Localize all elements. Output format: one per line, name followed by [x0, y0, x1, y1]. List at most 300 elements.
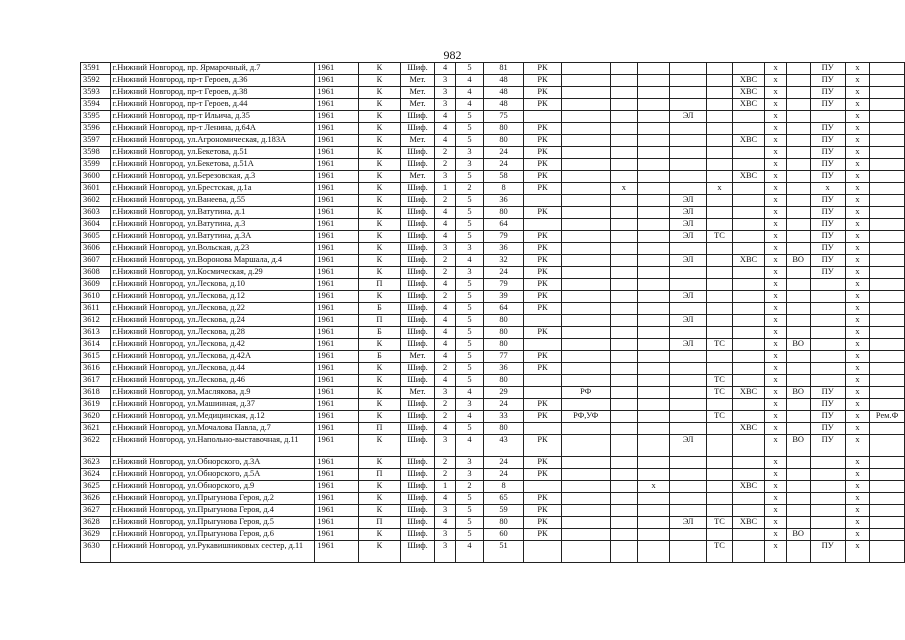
- table-cell: х: [845, 231, 869, 243]
- row-number-cell: 3615: [81, 351, 111, 363]
- table-cell: [810, 517, 845, 529]
- table-cell: [610, 111, 637, 123]
- table-cell: ЭЛ: [670, 435, 707, 457]
- table-cell: [670, 75, 707, 87]
- table-cell: [786, 469, 810, 481]
- table-cell: ЭЛ: [670, 207, 707, 219]
- table-cell: К: [358, 219, 401, 231]
- table-cell: [786, 207, 810, 219]
- table-cell: х: [845, 399, 869, 411]
- table-cell: 1961: [315, 291, 358, 303]
- address-cell: г.Нижний Новгород, ул.Ванеева, д.55: [110, 195, 315, 207]
- table-row: [81, 435, 905, 457]
- table-cell: [638, 339, 670, 351]
- table-cell: 4: [456, 411, 483, 423]
- address-cell: г.Нижний Новгород, пр. Ярмарочный, д.7: [110, 63, 315, 75]
- table-cell: х: [845, 195, 869, 207]
- table-cell: х: [765, 123, 786, 135]
- table-cell: [810, 363, 845, 375]
- table-cell: 3: [456, 457, 483, 469]
- table-cell: х: [845, 457, 869, 469]
- row-number-cell: 3612: [81, 315, 111, 327]
- table-cell: Шиф.: [401, 147, 435, 159]
- row-number-cell: 3599: [81, 159, 111, 171]
- table-cell: [707, 291, 733, 303]
- table-cell: РК: [524, 303, 561, 315]
- table-cell: [707, 147, 733, 159]
- table-cell: К: [358, 63, 401, 75]
- table-cell: [670, 375, 707, 387]
- table-cell: [707, 87, 733, 99]
- table-cell: [638, 99, 670, 111]
- table-cell: 1961: [315, 243, 358, 255]
- table-cell: К: [358, 505, 401, 517]
- table-cell: Шиф.: [401, 279, 435, 291]
- table-cell: [732, 469, 765, 481]
- table-cell: 4: [434, 207, 455, 219]
- table-cell: К: [358, 75, 401, 87]
- table-cell: Шиф.: [401, 423, 435, 435]
- table-row: [81, 123, 905, 135]
- table-cell: [561, 457, 610, 469]
- table-cell: [610, 231, 637, 243]
- address-cell: г.Нижний Новгород, ул.Агрономическая, д.183А: [110, 135, 315, 147]
- table-cell: [870, 315, 905, 327]
- table-cell: РФ,УФ: [561, 411, 610, 423]
- table-cell: [732, 541, 765, 563]
- table-cell: 1961: [315, 207, 358, 219]
- table-cell: [786, 75, 810, 87]
- table-cell: х: [845, 423, 869, 435]
- table-cell: РК: [524, 505, 561, 517]
- row-number-cell: 3608: [81, 267, 111, 279]
- row-number-cell: 3626: [81, 493, 111, 505]
- table-cell: [561, 135, 610, 147]
- table-cell: ВО: [786, 255, 810, 267]
- table-cell: [870, 99, 905, 111]
- table-cell: 3: [456, 159, 483, 171]
- table-cell: 77: [483, 351, 524, 363]
- table-cell: РК: [524, 135, 561, 147]
- table-cell: х: [765, 63, 786, 75]
- address-cell: г.Нижний Новгород, ул.Лескова, д.42А: [110, 351, 315, 363]
- table-cell: х: [765, 541, 786, 563]
- table-cell: х: [765, 423, 786, 435]
- table-cell: ПУ: [810, 135, 845, 147]
- table-cell: 48: [483, 87, 524, 99]
- table-cell: РК: [524, 469, 561, 481]
- table-cell: 3: [434, 435, 455, 457]
- table-cell: 48: [483, 75, 524, 87]
- table-cell: [561, 363, 610, 375]
- table-cell: К: [358, 267, 401, 279]
- table-cell: [670, 541, 707, 563]
- table-cell: [707, 195, 733, 207]
- table-cell: 3: [456, 267, 483, 279]
- table-cell: [732, 147, 765, 159]
- table-cell: 2: [434, 457, 455, 469]
- table-row: [81, 363, 905, 375]
- table-cell: [732, 529, 765, 541]
- table-cell: 1961: [315, 541, 358, 563]
- table-row: [81, 99, 905, 111]
- table-cell: х: [845, 303, 869, 315]
- table-cell: [732, 339, 765, 351]
- table-cell: х: [765, 87, 786, 99]
- table-cell: [786, 541, 810, 563]
- table-cell: 2: [434, 411, 455, 423]
- table-cell: Шиф.: [401, 219, 435, 231]
- table-cell: ТС: [707, 517, 733, 529]
- table-cell: К: [358, 135, 401, 147]
- table-cell: ХВС: [732, 423, 765, 435]
- table-cell: [786, 219, 810, 231]
- table-cell: Мет.: [401, 99, 435, 111]
- table-cell: [810, 481, 845, 493]
- table-cell: [524, 195, 561, 207]
- table-cell: [524, 111, 561, 123]
- table-cell: 2: [434, 291, 455, 303]
- table-cell: [561, 159, 610, 171]
- table-cell: х: [765, 399, 786, 411]
- table-cell: [707, 207, 733, 219]
- table-cell: [610, 303, 637, 315]
- address-cell: г.Нижний Новгород, ул.Березовская, д.3: [110, 171, 315, 183]
- table-cell: [786, 291, 810, 303]
- table-cell: [786, 195, 810, 207]
- address-cell: г.Нижний Новгород, ул.Прыгунова Героя, д.6: [110, 529, 315, 541]
- table-cell: х: [765, 195, 786, 207]
- table-cell: ПУ: [810, 243, 845, 255]
- table-cell: [670, 123, 707, 135]
- table-cell: [870, 327, 905, 339]
- table-cell: [638, 493, 670, 505]
- table-cell: РК: [524, 363, 561, 375]
- table-cell: 1: [434, 481, 455, 493]
- table-cell: [561, 351, 610, 363]
- table-cell: Шиф.: [401, 493, 435, 505]
- table-cell: Шиф.: [401, 315, 435, 327]
- table-cell: [561, 469, 610, 481]
- table-cell: [786, 279, 810, 291]
- table-cell: 4: [434, 231, 455, 243]
- table-row: [81, 541, 905, 563]
- table-cell: [670, 303, 707, 315]
- table-cell: [870, 123, 905, 135]
- table-cell: 80: [483, 517, 524, 529]
- table-cell: [610, 219, 637, 231]
- table-cell: х: [765, 291, 786, 303]
- address-cell: г.Нижний Новгород, ул.Лескова, д.46: [110, 375, 315, 387]
- table-cell: х: [845, 171, 869, 183]
- table-cell: х: [845, 279, 869, 291]
- row-number-cell: 3624: [81, 469, 111, 481]
- table-cell: [670, 351, 707, 363]
- address-cell: г.Нижний Новгород, ул.Мочалова Павла, д.7: [110, 423, 315, 435]
- table-cell: [524, 423, 561, 435]
- table-cell: [732, 267, 765, 279]
- table-cell: Рем.Ф: [870, 411, 905, 423]
- table-row: [81, 231, 905, 243]
- table-cell: [638, 399, 670, 411]
- table-cell: 1961: [315, 63, 358, 75]
- table-cell: К: [358, 147, 401, 159]
- table-cell: Шиф.: [401, 207, 435, 219]
- table-cell: [638, 243, 670, 255]
- table-cell: х: [845, 123, 869, 135]
- table-row: [81, 399, 905, 411]
- table-cell: ПУ: [810, 87, 845, 99]
- table-cell: 4: [434, 339, 455, 351]
- table-cell: [524, 219, 561, 231]
- table-cell: [870, 219, 905, 231]
- table-cell: П: [358, 469, 401, 481]
- table-cell: 5: [456, 219, 483, 231]
- table-cell: [732, 363, 765, 375]
- table-cell: РК: [524, 517, 561, 529]
- table-cell: [786, 517, 810, 529]
- table-cell: [610, 423, 637, 435]
- table-cell: [561, 195, 610, 207]
- table-cell: [707, 315, 733, 327]
- table-cell: [670, 147, 707, 159]
- table-cell: К: [358, 541, 401, 563]
- table-cell: ТС: [707, 231, 733, 243]
- table-cell: [870, 195, 905, 207]
- table-row: [81, 481, 905, 493]
- table-cell: 4: [434, 135, 455, 147]
- table-cell: ХВС: [732, 481, 765, 493]
- table-cell: х: [765, 411, 786, 423]
- table-cell: ПУ: [810, 207, 845, 219]
- table-cell: К: [358, 339, 401, 351]
- table-cell: РК: [524, 243, 561, 255]
- table-cell: 5: [456, 135, 483, 147]
- table-cell: [670, 135, 707, 147]
- table-cell: 5: [456, 171, 483, 183]
- table-cell: 24: [483, 457, 524, 469]
- address-cell: г.Нижний Новгород, ул.Ватутина, д.3А: [110, 231, 315, 243]
- row-number-cell: 3598: [81, 147, 111, 159]
- table-cell: х: [845, 99, 869, 111]
- table-cell: 80: [483, 207, 524, 219]
- table-cell: [870, 171, 905, 183]
- table-cell: х: [845, 243, 869, 255]
- table-cell: 64: [483, 303, 524, 315]
- table-cell: 5: [456, 303, 483, 315]
- table-cell: 5: [456, 363, 483, 375]
- table-cell: [732, 231, 765, 243]
- table-cell: 3: [434, 243, 455, 255]
- table-cell: [732, 123, 765, 135]
- table-cell: х: [707, 183, 733, 195]
- table-cell: [732, 219, 765, 231]
- table-cell: [638, 147, 670, 159]
- table-cell: ЭЛ: [670, 339, 707, 351]
- table-cell: [610, 243, 637, 255]
- table-cell: 1961: [315, 87, 358, 99]
- table-cell: [786, 183, 810, 195]
- table-cell: Б: [358, 351, 401, 363]
- table-cell: [870, 387, 905, 399]
- table-cell: х: [765, 183, 786, 195]
- address-cell: г.Нижний Новгород, ул.Машинная, д.37: [110, 399, 315, 411]
- table-cell: РК: [524, 279, 561, 291]
- table-cell: К: [358, 399, 401, 411]
- table-cell: Шиф.: [401, 399, 435, 411]
- table-cell: 1961: [315, 267, 358, 279]
- address-cell: г.Нижний Новгород, ул.Лескова, д.24: [110, 315, 315, 327]
- table-cell: х: [845, 363, 869, 375]
- table-cell: К: [358, 411, 401, 423]
- table-cell: [610, 505, 637, 517]
- table-cell: 4: [434, 279, 455, 291]
- table-cell: [610, 529, 637, 541]
- table-cell: 5: [456, 279, 483, 291]
- table-row: [81, 387, 905, 399]
- table-cell: [610, 159, 637, 171]
- table-cell: [870, 291, 905, 303]
- table-cell: К: [358, 87, 401, 99]
- table-cell: [670, 411, 707, 423]
- table-cell: РК: [524, 231, 561, 243]
- table-cell: Шиф.: [401, 63, 435, 75]
- table-cell: [638, 469, 670, 481]
- table-cell: [638, 123, 670, 135]
- table-cell: 4: [456, 87, 483, 99]
- table-cell: х: [765, 315, 786, 327]
- table-cell: Шиф.: [401, 411, 435, 423]
- table-cell: ПУ: [810, 171, 845, 183]
- address-cell: г.Нижний Новгород, ул.Маслякова, д.9: [110, 387, 315, 399]
- table-cell: х: [845, 327, 869, 339]
- table-cell: [786, 135, 810, 147]
- table-cell: 33: [483, 411, 524, 423]
- table-cell: 5: [456, 529, 483, 541]
- table-cell: ПУ: [810, 75, 845, 87]
- table-cell: [670, 493, 707, 505]
- table-cell: [707, 423, 733, 435]
- table-cell: х: [765, 207, 786, 219]
- row-number-cell: 3622: [81, 435, 111, 457]
- table-cell: 5: [456, 207, 483, 219]
- table-cell: ЭЛ: [670, 315, 707, 327]
- address-cell: г.Нижний Новгород, ул.Лескова, д.42: [110, 339, 315, 351]
- table-cell: 5: [456, 339, 483, 351]
- table-row: [81, 351, 905, 363]
- table-cell: х: [845, 541, 869, 563]
- table-cell: х: [845, 505, 869, 517]
- table-cell: [732, 327, 765, 339]
- table-cell: П: [358, 517, 401, 529]
- table-cell: 3: [456, 469, 483, 481]
- table-cell: [707, 303, 733, 315]
- table-cell: [707, 279, 733, 291]
- table-cell: К: [358, 387, 401, 399]
- table-cell: Шиф.: [401, 159, 435, 171]
- table-cell: 1961: [315, 375, 358, 387]
- table-cell: 24: [483, 159, 524, 171]
- table-cell: 3: [434, 171, 455, 183]
- table-cell: [786, 147, 810, 159]
- row-number-cell: 3613: [81, 327, 111, 339]
- table-cell: [732, 111, 765, 123]
- table-cell: Шиф.: [401, 469, 435, 481]
- table-row: [81, 493, 905, 505]
- table-cell: К: [358, 529, 401, 541]
- table-cell: К: [358, 111, 401, 123]
- table-cell: 3: [456, 399, 483, 411]
- address-cell: г.Нижний Новгород, ул.Лескова, д.28: [110, 327, 315, 339]
- row-number-cell: 3596: [81, 123, 111, 135]
- table-row: [81, 255, 905, 267]
- table-cell: [732, 435, 765, 457]
- table-cell: 5: [456, 231, 483, 243]
- table-cell: 80: [483, 135, 524, 147]
- table-cell: х: [765, 481, 786, 493]
- table-cell: ПУ: [810, 255, 845, 267]
- table-cell: [638, 87, 670, 99]
- table-cell: [870, 423, 905, 435]
- table-cell: 5: [456, 351, 483, 363]
- table-cell: [561, 99, 610, 111]
- table-cell: [561, 279, 610, 291]
- row-number-cell: 3600: [81, 171, 111, 183]
- table-cell: К: [358, 183, 401, 195]
- table-cell: [732, 411, 765, 423]
- table-cell: РК: [524, 493, 561, 505]
- table-cell: [707, 505, 733, 517]
- table-cell: [610, 351, 637, 363]
- table-cell: Мет.: [401, 135, 435, 147]
- row-number-cell: 3591: [81, 63, 111, 75]
- table-cell: [561, 481, 610, 493]
- table-cell: 1961: [315, 315, 358, 327]
- table-body: [81, 63, 905, 563]
- table-cell: [810, 327, 845, 339]
- table-cell: [638, 279, 670, 291]
- table-cell: [638, 195, 670, 207]
- table-cell: К: [358, 363, 401, 375]
- table-cell: Шиф.: [401, 111, 435, 123]
- table-cell: [707, 529, 733, 541]
- table-cell: 8: [483, 183, 524, 195]
- table-cell: [561, 529, 610, 541]
- table-cell: [638, 517, 670, 529]
- table-cell: ПУ: [810, 411, 845, 423]
- table-cell: [786, 123, 810, 135]
- row-number-cell: 3605: [81, 231, 111, 243]
- table-cell: [870, 505, 905, 517]
- table-cell: 51: [483, 541, 524, 563]
- table-cell: [786, 327, 810, 339]
- table-cell: [610, 123, 637, 135]
- table-row: [81, 529, 905, 541]
- table-cell: 3: [434, 99, 455, 111]
- table-cell: РК: [524, 267, 561, 279]
- row-number-cell: 3620: [81, 411, 111, 423]
- address-cell: г.Нижний Новгород, пр-т Ленина, д.64А: [110, 123, 315, 135]
- table-cell: ПУ: [810, 63, 845, 75]
- table-cell: 3: [434, 87, 455, 99]
- table-cell: ПУ: [810, 423, 845, 435]
- table-cell: х: [845, 375, 869, 387]
- table-cell: [670, 243, 707, 255]
- table-cell: х: [765, 505, 786, 517]
- table-cell: 80: [483, 375, 524, 387]
- table-cell: х: [765, 279, 786, 291]
- table-cell: [524, 375, 561, 387]
